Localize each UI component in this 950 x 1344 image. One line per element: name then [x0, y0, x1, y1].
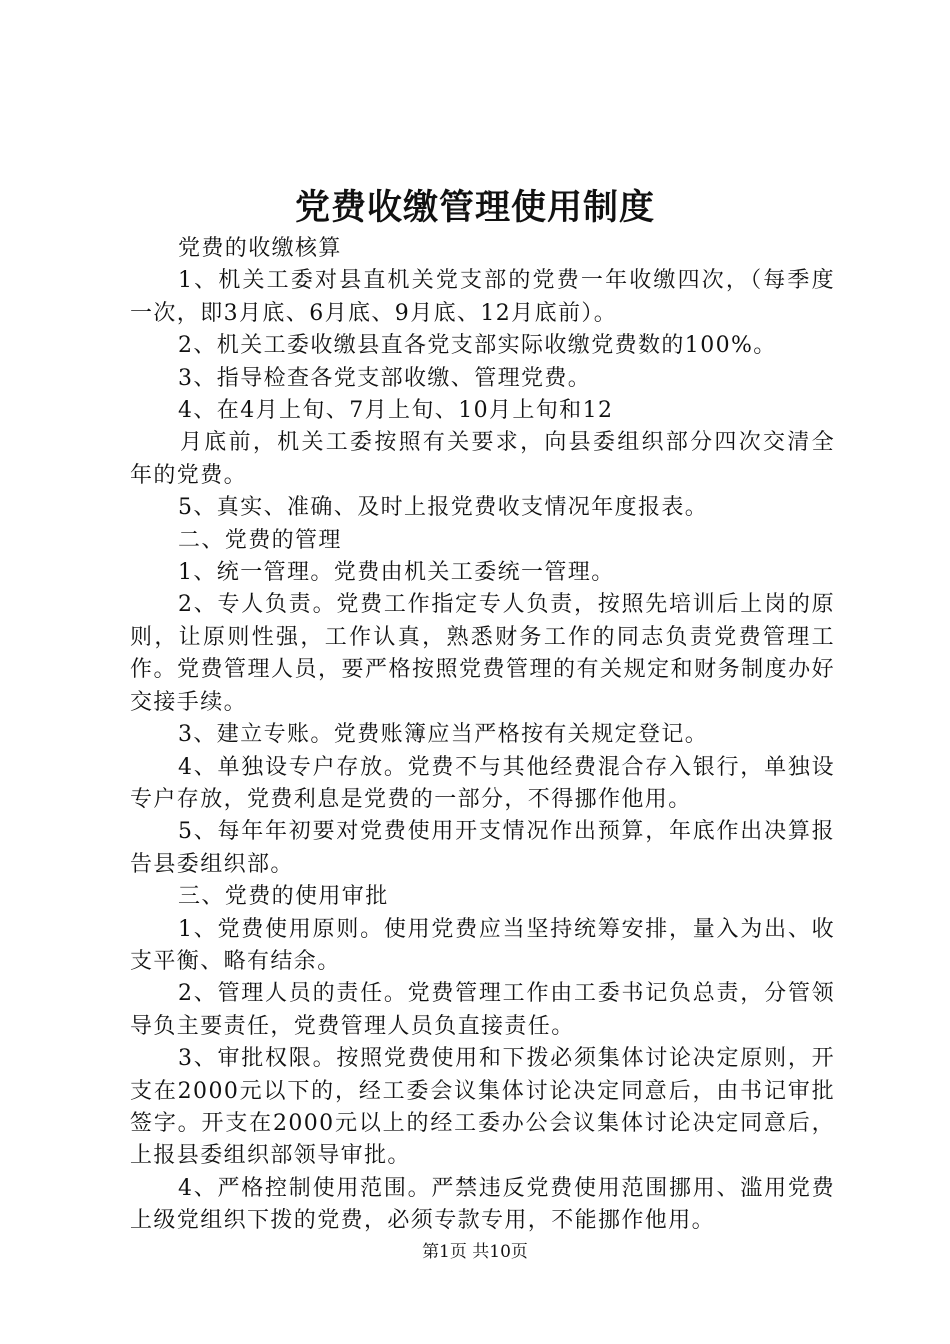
page-number-footer: 第1页 共10页 [422, 1242, 528, 1262]
paragraph: 4、严格控制使用范围。严禁违反党费使用范围挪用、滥用党费上级党组织下拨的党费，必须专款专用，不能挪作他用。 [130, 1175, 835, 1234]
paragraph: 5、真实、准确、及时上报党费收支情况年度报表。 [178, 495, 709, 521]
paragraph: 1、统一管理。党费由机关工委统一管理。 [178, 560, 615, 586]
paragraph: 1、党费使用原则。使用党费应当坚持统筹安排，量入为出、收支平衡、略有结余。 [130, 916, 835, 974]
paragraph: 5、每年年初要对党费使用开支情况作出预算，年底作出决算报告县委组织部。 [130, 819, 835, 877]
paragraph: 2、专人负责。党费工作指定专人负责，按照先培训后上岗的原则，让原则性强，工作认真，熟悉财务工作的同志负责党费管理工作。党费管理人员，要严格按照党费管理的有关规定和财务制度办好交接手续。 [130, 592, 835, 715]
paragraph: 3、审批权限。按照党费使用和下拨必须集体讨论决定原则，开支在2000元以下的，经工委会议集体讨论决定同意后，由书记审批签字。开支在2000元以上的经工委办公会议集体讨论决定同意后，上报县委组织部领导审批。 [130, 1046, 835, 1169]
paragraph: 3、建立专账。党费账簿应当严格按有关规定登记。 [178, 722, 709, 748]
paragraph: 2、机关工委收缴县直各党支部实际收缴党费数的100%。 [178, 333, 777, 359]
paragraph: 月底前，机关工委按照有关要求，向县委组织部分四次交清全年的党费。 [130, 430, 835, 488]
paragraph: 4、在4月上旬、7月上旬、10月上旬和12 [178, 398, 614, 424]
paragraph: 4、单独设专户存放。党费不与其他经费混合存入银行，单独设专户存放，党费利息是党费的一部分，不得挪作他用。 [130, 754, 835, 812]
document-title: 党费收缴管理使用制度 [294, 187, 655, 228]
section-heading: 二、党费的管理 [178, 527, 342, 553]
section-heading: 三、党费的使用审批 [178, 884, 389, 910]
paragraph: 1、机关工委对县直机关党支部的党费一年收缴四次，（每季度一次，即3月底、6月底、9月底、12月底前）。 [130, 268, 835, 326]
paragraph: 3、指导检查各党支部收缴、管理党费。 [178, 365, 592, 391]
document-body [130, 233, 835, 1238]
section-heading: 党费的收缴核算 [178, 236, 342, 261]
paragraph: 2、管理人员的责任。党费管理工作由工委书记负总责，分管领导负主要责任，党费管理人员负直接责任。 [130, 981, 835, 1039]
